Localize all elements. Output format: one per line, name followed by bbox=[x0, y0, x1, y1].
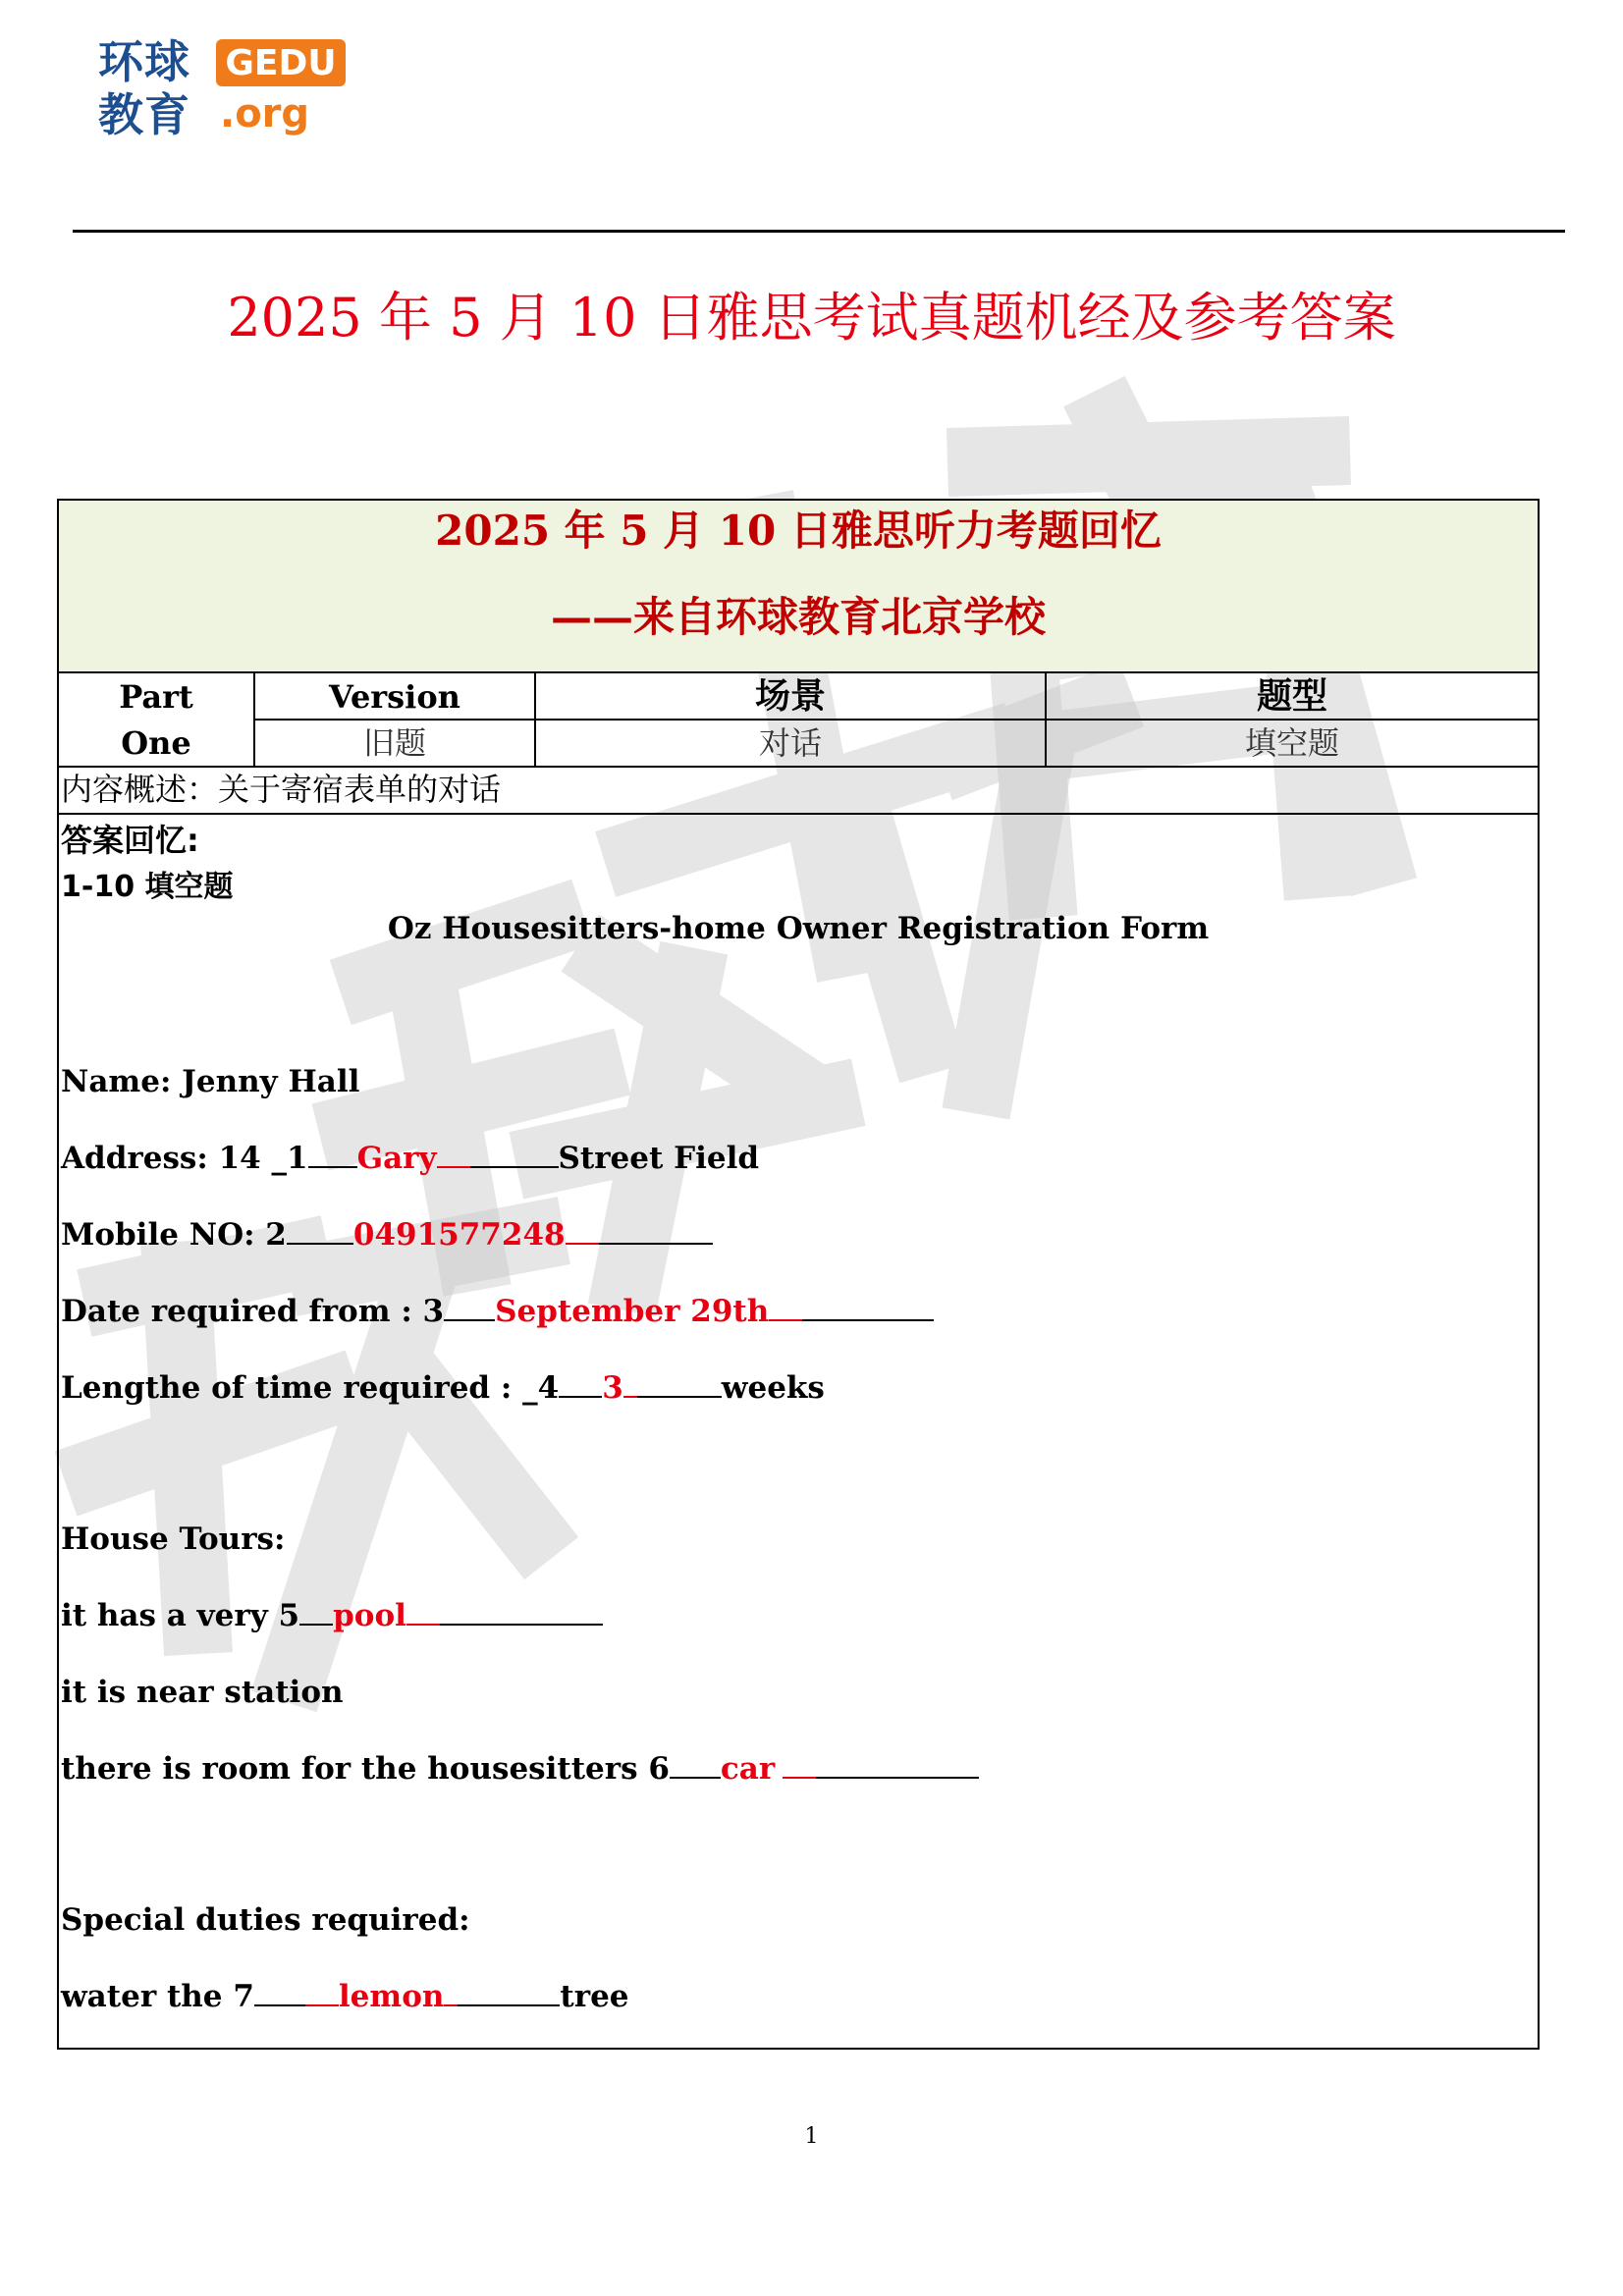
val-version: 旧题 bbox=[255, 721, 536, 766]
answer-7: lemon bbox=[338, 1979, 445, 2014]
tour-line-1 bbox=[61, 1596, 603, 1635]
part-number: One bbox=[121, 724, 191, 762]
question-range: 1-10 填空题 bbox=[61, 870, 234, 904]
col-header-scene: 场景 bbox=[536, 673, 1047, 721]
section-heading bbox=[59, 501, 1538, 673]
length-suffix: weeks bbox=[721, 1370, 825, 1406]
form-name: Name: Jenny Hall bbox=[61, 1064, 360, 1099]
blank bbox=[802, 1292, 934, 1321]
blank bbox=[566, 1215, 599, 1245]
page-number: 1 bbox=[804, 2124, 819, 2149]
mobile-prefix: Mobile NO: 2 bbox=[61, 1217, 287, 1253]
length-prefix: Lengthe of time required : _4 bbox=[61, 1370, 560, 1406]
answer-4: 3 bbox=[602, 1370, 623, 1406]
blank bbox=[599, 1215, 713, 1245]
section-title: 2025 年 5 月 10 日雅思听力考题回忆 bbox=[435, 507, 1162, 555]
content-overview: 内容概述：关于寄宿表单的对话 bbox=[61, 771, 502, 808]
blank bbox=[287, 1215, 353, 1245]
blank bbox=[670, 1749, 721, 1779]
duty1-suffix: tree bbox=[560, 1979, 629, 2014]
tour-line-2: it is near station bbox=[61, 1675, 344, 1710]
blank bbox=[769, 1292, 802, 1321]
form-mobile bbox=[61, 1215, 713, 1255]
blank bbox=[299, 1596, 333, 1626]
logo-brand-badge: GEDU bbox=[216, 39, 346, 86]
gedu-logo bbox=[98, 35, 353, 143]
blank bbox=[444, 1977, 458, 2006]
blank bbox=[470, 1139, 559, 1168]
address-prefix: Address: 14 _1 bbox=[61, 1141, 308, 1176]
form-length bbox=[61, 1368, 825, 1408]
answer-6: car bbox=[720, 1751, 776, 1787]
blank bbox=[458, 1977, 560, 2006]
val-scene: 对话 bbox=[536, 721, 1047, 766]
col-header-type: 题型 bbox=[1256, 676, 1327, 717]
special-duties-heading: Special duties required: bbox=[61, 1902, 470, 1938]
table-divider bbox=[253, 719, 1538, 721]
blank bbox=[305, 1977, 339, 2006]
blank bbox=[437, 1139, 470, 1168]
table-divider bbox=[59, 813, 1538, 815]
blank bbox=[816, 1749, 979, 1779]
address-suffix: Street Field bbox=[558, 1141, 760, 1176]
answers-label: 答案回忆: bbox=[61, 822, 199, 859]
part-label: Part bbox=[119, 678, 193, 716]
blank bbox=[308, 1139, 357, 1168]
answer-2: 0491577248 bbox=[352, 1217, 566, 1253]
blank bbox=[559, 1368, 602, 1398]
tour-line-3 bbox=[61, 1749, 979, 1789]
date-prefix: Date required from : 3 bbox=[61, 1294, 445, 1329]
blank bbox=[440, 1596, 603, 1626]
answer-5: pool bbox=[333, 1598, 406, 1633]
header-divider bbox=[73, 230, 1565, 233]
form-date bbox=[61, 1292, 934, 1331]
blank bbox=[444, 1292, 495, 1321]
document-title: 2025 年 5 月 10 日雅思考试真题机经及参考答案 bbox=[227, 287, 1396, 348]
table-divider bbox=[59, 766, 1538, 768]
section-subtitle: ——来自环球教育北京学校 bbox=[550, 593, 1046, 641]
logo-domain: .org bbox=[220, 91, 310, 136]
logo-cn-line2: 教育 bbox=[98, 88, 190, 141]
blank bbox=[623, 1368, 637, 1398]
duty-line-1 bbox=[61, 1977, 629, 2016]
house-tours-heading: House Tours: bbox=[61, 1522, 286, 1557]
form-title: Oz Housesitters-home Owner Registration Form bbox=[387, 911, 1210, 946]
duty1-prefix: water the 7 bbox=[61, 1979, 254, 2014]
logo-cn-line1: 环球 bbox=[98, 35, 190, 88]
answer-1: Gary bbox=[356, 1141, 437, 1176]
tour1-prefix: it has a very 5 bbox=[61, 1598, 300, 1633]
col-header-version: Version bbox=[255, 673, 536, 721]
tour3-prefix: there is room for the housesitters 6 bbox=[61, 1751, 670, 1787]
answer-3: September 29th bbox=[495, 1294, 770, 1329]
blank bbox=[406, 1596, 440, 1626]
blank bbox=[637, 1368, 722, 1398]
part-cell bbox=[59, 673, 255, 766]
form-address bbox=[61, 1139, 759, 1178]
blank bbox=[254, 1977, 305, 2006]
val-type: 填空题 bbox=[1244, 724, 1339, 762]
blank bbox=[783, 1749, 816, 1779]
